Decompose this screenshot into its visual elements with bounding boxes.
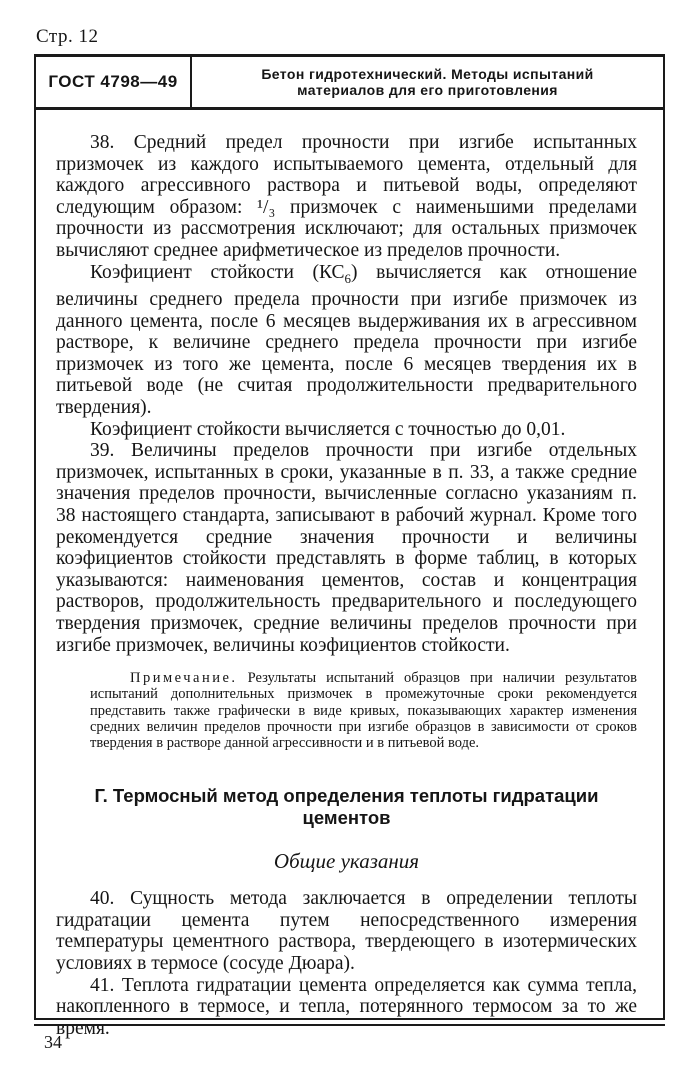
page-number: 34 xyxy=(44,1032,62,1052)
document-body xyxy=(36,110,663,1039)
paragraph-38-coefficient xyxy=(56,262,637,419)
note-text: Результаты испытаний образцов при наличии результатов испытаний дополнительных призмочек в промежуточные сроки рекомендуется представить также графически в виде кривых, показывающих характер изменения средних величин пределов прочности при изгибе образцов в зависимости от сроков твердения в растворе данной агрессивности и в питьевой воде. xyxy=(90,670,637,751)
section-subheading: Общие указания xyxy=(273,849,420,874)
footer-rule xyxy=(34,1024,665,1026)
coefficient-text-start: Коэфициент стойкости (КС xyxy=(90,261,345,283)
standard-code: ГОСТ 4798—49 xyxy=(36,57,192,107)
coefficient-text-end: ) вычисляется как отношение величины среднего предела прочности при изгибе призмочек из данного цемента, после 6 месяцев выдерживания их в агрессивном растворе, к величине среднего предела прочности при изгибе призмочек из того же цемента, после 6 месяцев твердения их в питьевой воде (не считая продолжительности предварительного твердения). xyxy=(56,261,637,419)
paragraph-38-precision: Коэфициент стойкости вычисляется с точностью до 0,01. xyxy=(90,418,566,440)
standard-header xyxy=(36,57,663,110)
note-label: Примечание. xyxy=(130,670,238,687)
page-label: Стр. 12 xyxy=(36,26,99,47)
paragraph-39: 39. Величины пределов прочности при изгибе отдельных призмочек, испытанных в сроки, указанные в п. 33, а также средние значения пределов прочности, вычисленные согласно указаниям п. 38 настоящего стандарта, записывают в рабочий журнал. Кроме того рекомендуется средние значения прочности и величины коэфициентов стойкости представлять в форме таблиц, в которых указываются: наименования цементов, состав и концентрация растворов, продолжительность предварительного и последующего твердения призмочек, средние величины пределов прочности при изгибе призмочек, величины коэфициентов стойкости. xyxy=(56,440,637,656)
note xyxy=(90,670,637,751)
coefficient-subscript: 6 xyxy=(344,270,352,286)
standard-frame xyxy=(34,54,665,1039)
standard-title-line-1: Бетон гидротехнический. Методы испытаний xyxy=(261,66,594,82)
paragraph-41: 41. Теплота гидратации цемента определяется как сумма тепла, накопленного в термосе, и тепла, потерянного термосом за то же время. xyxy=(56,974,637,1039)
section-heading: Г. Термосный метод определения теплоты гидратации цементов xyxy=(94,785,599,829)
paragraph-40: 40. Сущность метода заключается в определении теплоты гидратации цемента путем непосредственного измерения температуры цементного раствора, твердеющего в изотермических условиях в термосе (сосуде Дюара). xyxy=(56,888,637,974)
paragraph-38: 38. Средний предел прочности при изгибе испытанных призмочек из каждого испытываемого цемента, отдельный для каждого агрессивного раствора и питьевой воды, определяют следующим образом: ¹/₃ призмочек с наименьшими пределами прочности из рассмотрения исключают; для остальных призмочек вычисляют среднее арифметическое из пределов прочности. xyxy=(56,132,637,261)
standard-title xyxy=(192,57,663,107)
standard-title-line-2: материалов для его приготовления xyxy=(297,82,558,98)
